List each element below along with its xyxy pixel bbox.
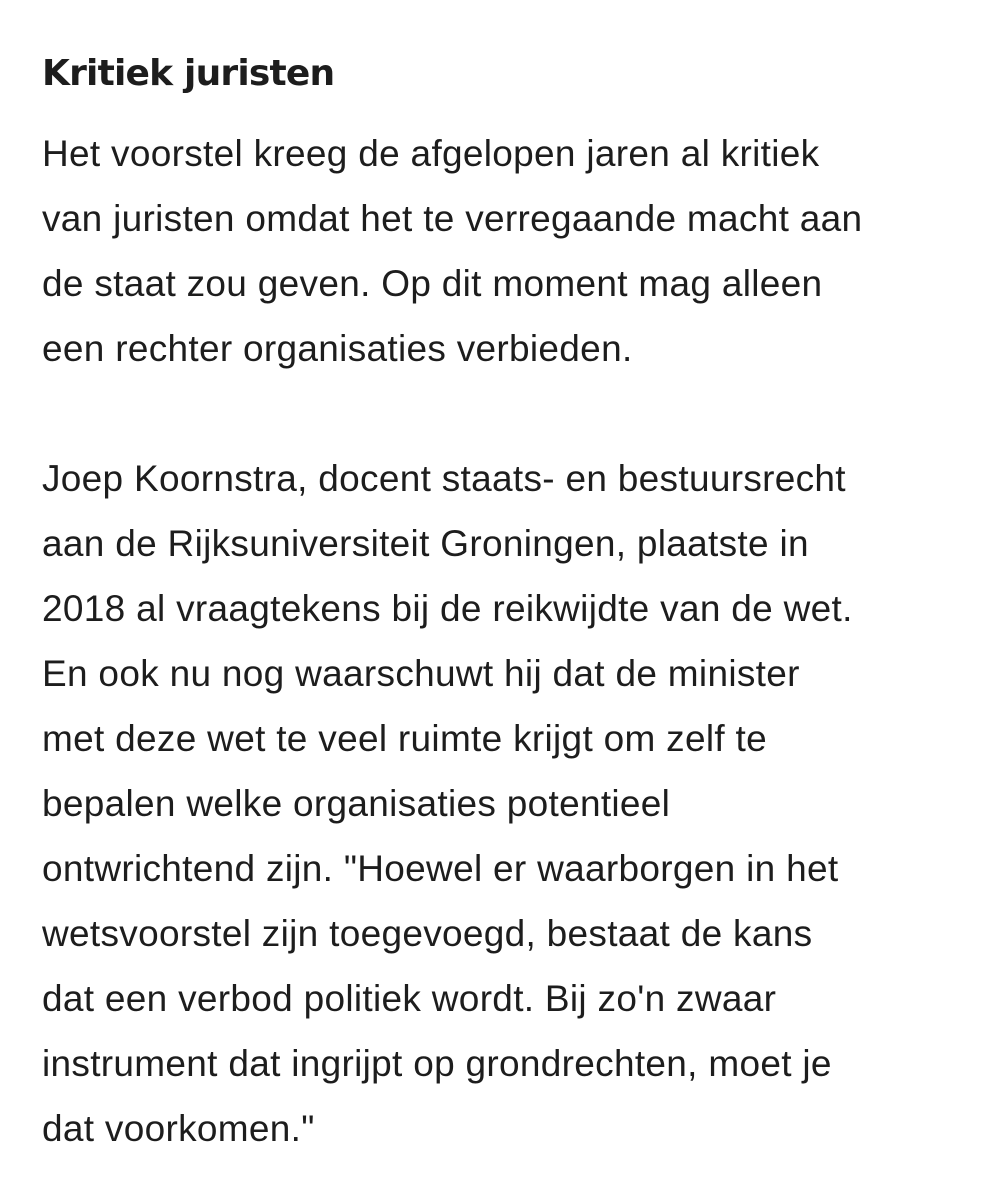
paragraph-line: van juristen omdat het te verregaande macht aan — [42, 198, 863, 239]
paragraph-line: met deze wet te veel ruimte krijgt om zelf te — [42, 718, 767, 759]
paragraph-line: dat voorkomen." — [42, 1108, 315, 1149]
paragraph-line: ontwrichtend zijn. "Hoewel er waarborgen in het — [42, 848, 839, 889]
paragraph-line: de staat zou geven. Op dit moment mag alleen — [42, 263, 823, 304]
section-heading: Kritiek juristen — [42, 53, 335, 94]
paragraph-criticism — [42, 121, 957, 381]
paragraph-line: Het voorstel kreeg de afgelopen jaren al kritiek — [42, 133, 820, 174]
paragraph-line: dat een verbod politiek wordt. Bij zo'n zwaar — [42, 978, 777, 1019]
paragraph-line: een rechter organisaties verbieden. — [42, 328, 633, 369]
paragraph-line: bepalen welke organisaties potentieel — [42, 783, 671, 824]
paragraph-line: aan de Rijksuniversiteit Groningen, plaatste in — [42, 523, 809, 564]
paragraph-line: En ook nu nog waarschuwt hij dat de minister — [42, 653, 800, 694]
paragraph-line: instrument dat ingrijpt op grondrechten, moet je — [42, 1043, 832, 1084]
paragraph-line: 2018 al vraagtekens bij de reikwijdte van de wet. — [42, 588, 853, 629]
paragraph-line: Joep Koornstra, docent staats- en bestuursrecht — [42, 458, 846, 499]
paragraph-line: wetsvoorstel zijn toegevoegd, bestaat de kans — [42, 913, 813, 954]
paragraph-koornstra-quote — [42, 446, 957, 1161]
